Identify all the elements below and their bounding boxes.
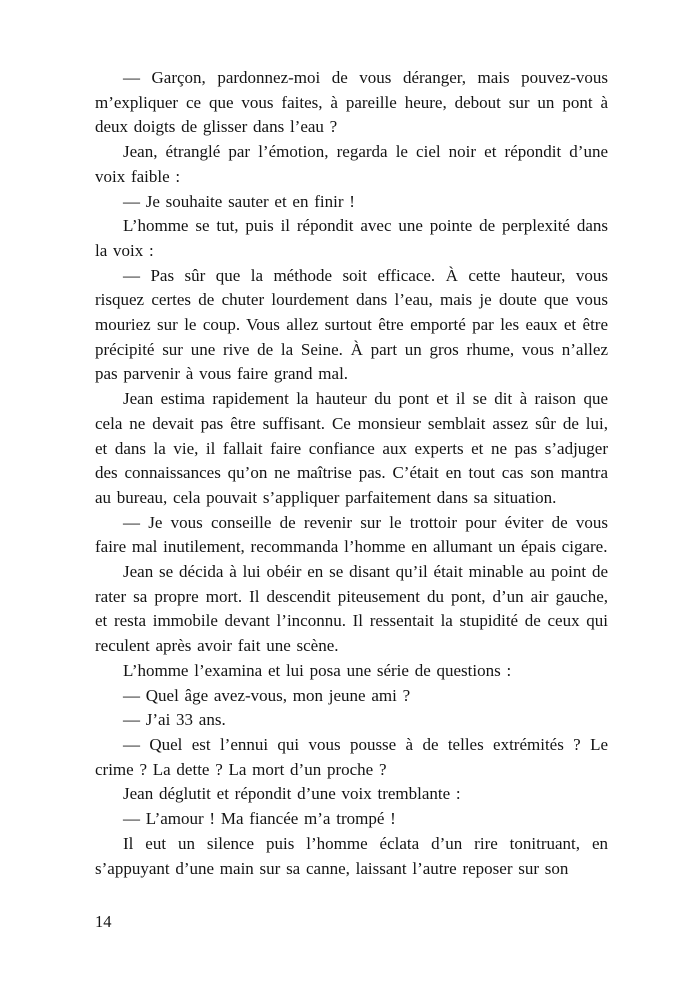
paragraph: — L’amour ! Ma fiancée m’a trompé ! (123, 809, 396, 829)
paragraph: Jean, étranglé par l’émotion, regarda le ciel noir et répondit d’une voix faible : (95, 142, 608, 186)
paragraph: Jean déglutit et répondit d’une voix tremblante : (123, 784, 461, 804)
paragraph: — Pas sûr que la méthode soit efficace. À cette hauteur, vous risquez certes de chuter lourdement dans l’eau, mais je doute que vous mouriez sur le coup. Vous allez surtout être emporté par les eaux et être précipité sur une rive de la Seine. À part un gros rhume, vous n’allez pas parvenir à vous faire grand mal. (95, 265, 608, 384)
paragraph: — Quel âge avez-vous, mon jeune ami ? (123, 685, 411, 705)
paragraph: Il eut un silence puis l’homme éclata d’un rire tonitruant, en s’appuyant d’une main sur sa canne, laissant l’autre reposer sur son (95, 833, 608, 878)
page-text (95, 66, 608, 881)
paragraph: — Je souhaite sauter et en finir ! (123, 191, 355, 211)
paragraph: L’homme se tut, puis il répondit avec une pointe de perplexité dans la voix : (95, 216, 608, 260)
paragraph: Jean estima rapidement la hauteur du pont et il se dit à raison que cela ne devait pas être suffisant. Ce monsieur semblait assez sûr de lui, et dans la vie, il fallait faire confiance aux experts et ne pas s’adjuger des connaissances qu’on ne maîtrise pas. C’était en tout cas son mantra au bureau, cela pouvait s’appliquer parfaitement dans sa situation. (95, 389, 608, 507)
page-number: 14 (95, 912, 112, 931)
paragraph: — Garçon, pardonnez-moi de vous déranger, mais pouvez-vous m’expliquer ce que vous faites, à pareille heure, debout sur un pont à deux doigts de glisser dans l’eau ? (95, 68, 608, 137)
paragraph: L’homme l’examina et lui posa une série de questions : (123, 660, 512, 680)
paragraph: Jean se décida à lui obéir en se disant qu’il était minable au point de rater sa propre mort. Il descendit piteusement du pont, d’un air gauche, et resta immobile devant l’inconnu. Il ressentait la stupidité de ceux qui reculent après avoir fait une scène. (95, 562, 608, 656)
paragraph: — Quel est l’ennui qui vous pousse à de telles extrémités ? Le crime ? La dette ? La mort d’un proche ? (95, 734, 608, 779)
paragraph: — Je vous conseille de revenir sur le trottoir pour éviter de vous faire mal inutilement, recommanda l’homme en allumant un épais cigare. (95, 512, 608, 557)
paragraph: — J’ai 33 ans. (123, 710, 226, 730)
